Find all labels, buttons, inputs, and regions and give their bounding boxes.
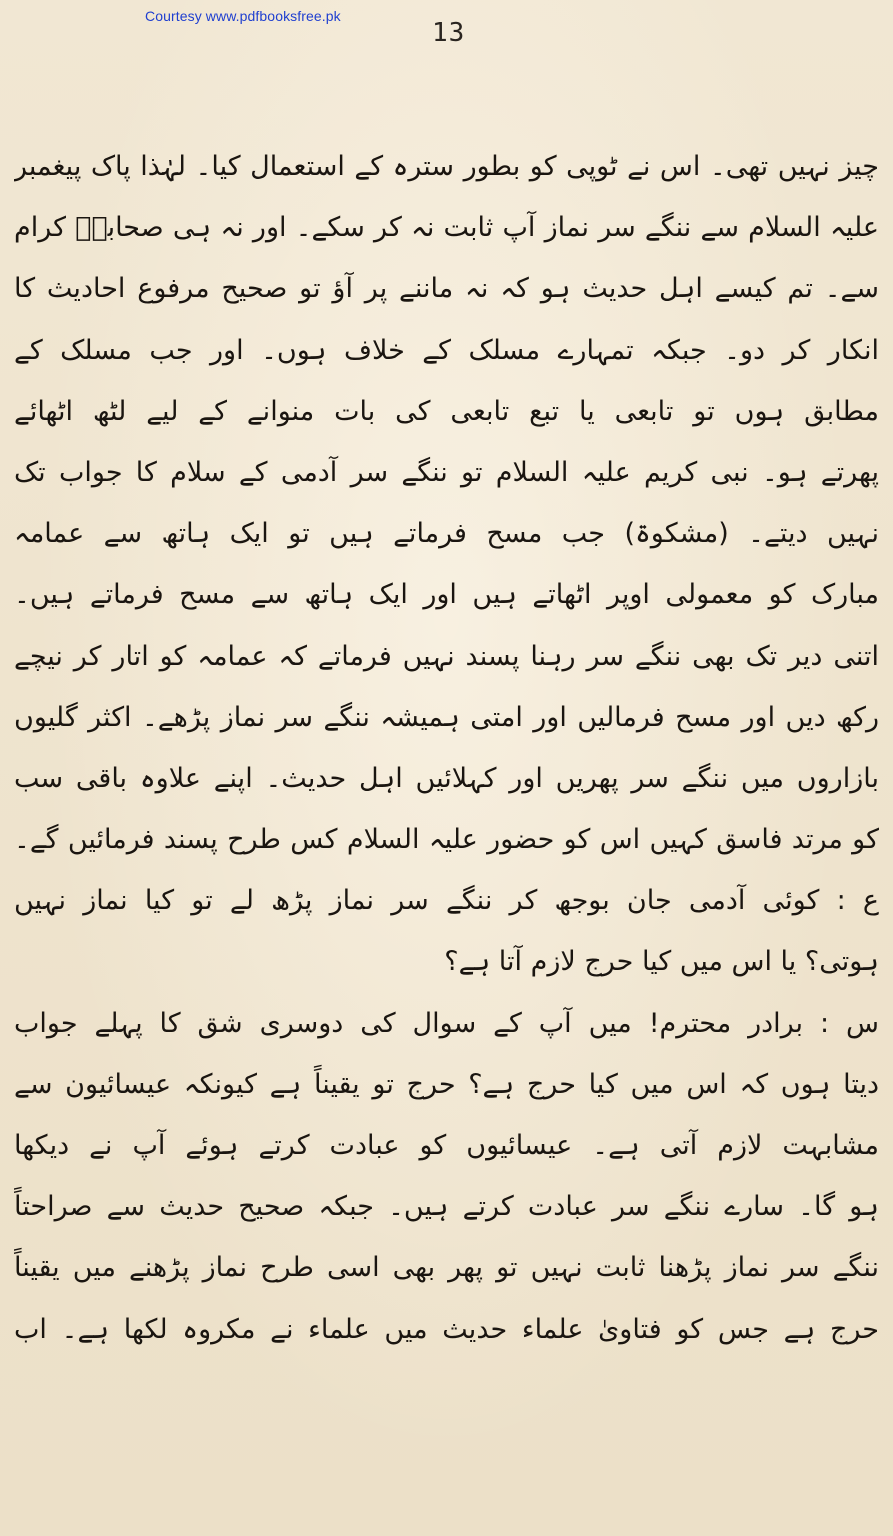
text-line: اتنی دیر تک بھی ننگے سر رہنا پسند نہیں فرماتے کہ عمامہ کو اتار کر نیچے bbox=[14, 640, 879, 672]
text-line: انکار کر دو۔ جبکہ تمہارے مسلک کے خلاف ہوں۔ اور جب مسلک کے bbox=[14, 334, 879, 366]
answer-line: س : برادر محترم! میں آپ کے سوال کی دوسری شق کا پہلے جواب bbox=[14, 1007, 879, 1039]
text-line: ہو گا۔ سارے ننگے سر عبادت کرتے ہیں۔ جبکہ صحیح حدیث سے صراحتاً bbox=[14, 1191, 879, 1223]
text-line: کو مرتد فاسق کہیں اس کو حضور علیہ السلام کس طرح پسند فرمائیں گے۔ bbox=[14, 824, 879, 856]
question-line: ع : کوئی آدمی جان بوجھ کر ننگے سر نماز پڑھ لے تو کیا نماز نہیں bbox=[14, 885, 879, 917]
text-line: سے۔ تم کیسے اہل حدیث ہو کہ نہ ماننے پر آؤ تو صحیح مرفوع احادیث کا bbox=[14, 273, 879, 305]
text-line: ہوتی؟ یا اس میں کیا حرج لازم آتا ہے؟ bbox=[444, 946, 879, 978]
text-line: حرج ہے جس کو فتاویٰ علماء حدیث میں علماء نے مکروہ لکھا ہے۔ اب bbox=[14, 1313, 879, 1345]
courtesy-watermark: Courtesy www.pdfbooksfree.pk bbox=[145, 8, 341, 24]
page-number: 13 bbox=[432, 18, 466, 48]
text-line: مشابہت لازم آتی ہے۔ عیسائیوں کو عبادت کرتے ہوئے آپ نے دیکھا bbox=[14, 1130, 879, 1161]
body-text bbox=[14, 136, 879, 1360]
text-line: پھرتے ہو۔ نبی کریم علیہ السلام تو ننگے سر آدمی کے سلام کا جواب تک bbox=[14, 456, 879, 488]
text-line: چیز نہیں تھی۔ اس نے ٹوپی کو بطور سترہ کے استعمال کیا۔ لہٰذا پاک پیغمبر bbox=[14, 151, 879, 182]
text-line: ننگے سر نماز پڑھنا ثابت نہیں تو پھر بھی اسی طرح نماز پڑھنے میں یقیناً bbox=[14, 1252, 879, 1284]
text-line: نہیں دیتے۔ (مشکوۃ) جب مسح فرماتے ہیں تو ایک ہاتھ سے عمامہ bbox=[14, 518, 879, 550]
text-line: مطابق ہوں تو تابعی یا تبع تابعی کی بات منوانے کے لیے لٹھ اٹھائے bbox=[14, 395, 879, 427]
text-line: دیتا ہوں کہ اس میں کیا حرج ہے؟ حرج تو یقیناً ہے کیونکہ عیسائیون سے bbox=[14, 1068, 879, 1100]
text-line: مبارک کو معمولی اوپر اٹھاتے ہیں اور ایک ہاتھ سے مسح فرماتے ہیں۔ bbox=[14, 579, 879, 611]
text-line: رکھ دیں اور مسح فرمالیں اور امتی ہمیشہ ننگے سر نماز پڑھے۔ اکثر گلیوں bbox=[14, 701, 879, 733]
text-line: علیہ السلام سے ننگے سر نماز آپ ثابت نہ کر سکے۔ اور نہ ہی صحابہؓ کرام bbox=[14, 212, 879, 244]
text-line: بازاروں میں ننگے سر پھریں اور کہلائیں اہل حدیث۔ اپنے علاوہ باقی سب bbox=[14, 762, 879, 794]
